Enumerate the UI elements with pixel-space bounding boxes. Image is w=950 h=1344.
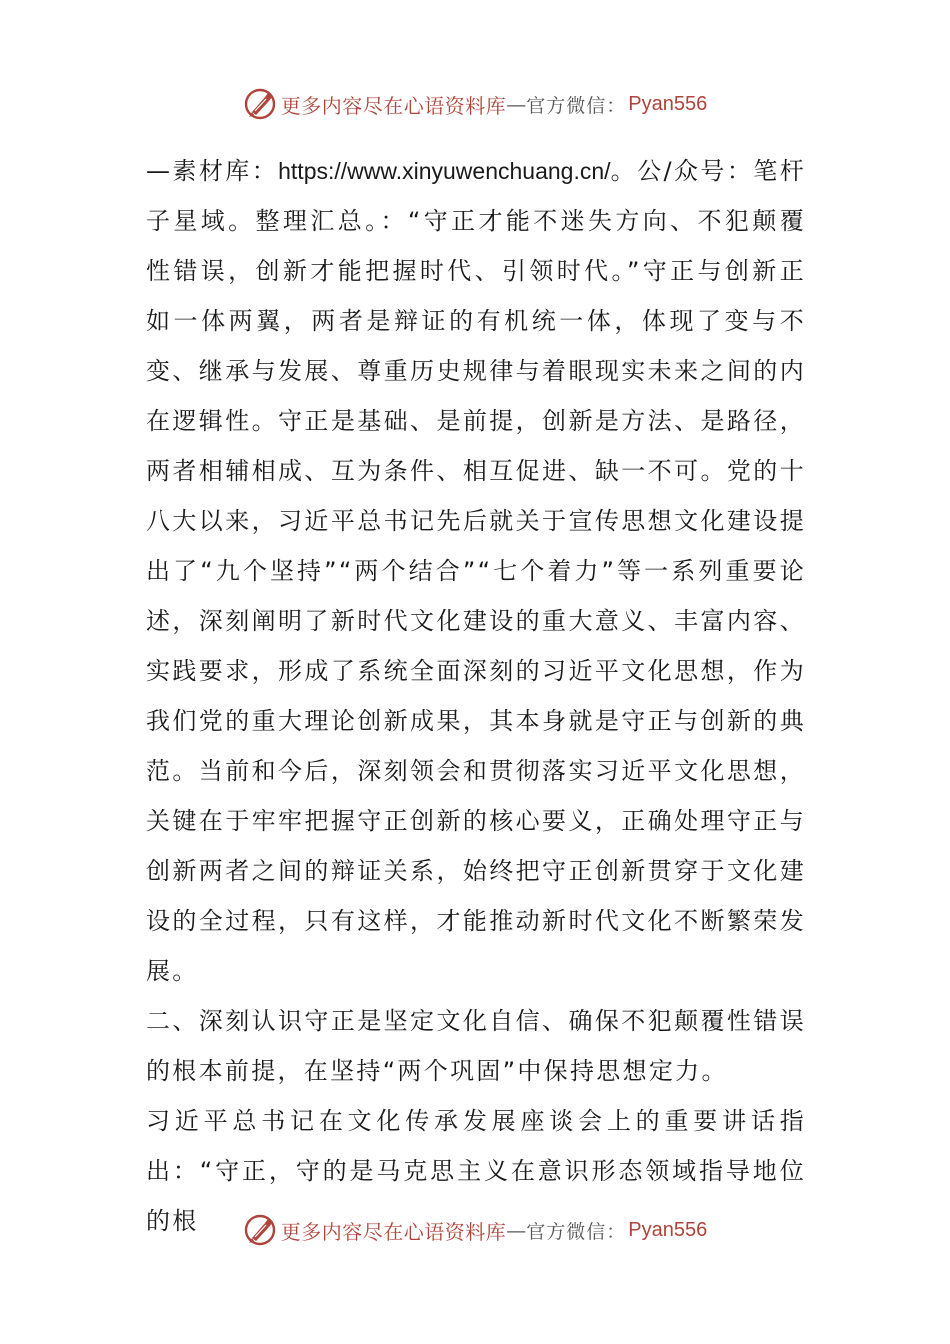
paragraph-3: 习近平总书记在文化传承发展座谈会上的重要讲话指出：“守正，守的是马克思主义在意识形态领域指导地位的根 <box>146 1107 806 1235</box>
pen-nib-logo-icon <box>243 1213 277 1247</box>
banner-separator: — <box>506 92 527 116</box>
brand-text: 更多内容尽在心语资料库 <box>280 93 507 118</box>
brand-text: 更多内容尽在心语资料库 <box>280 1219 507 1244</box>
footer-watermark-banner <box>0 1210 950 1250</box>
p1-prefix: —素材库： <box>146 157 279 185</box>
wechat-id: Pyan556 <box>628 1218 708 1241</box>
header-watermark-banner <box>0 84 950 124</box>
p1-text: 。公/众号：笔杆子星域。整理汇总。：“守正才能不迷失方向、不犯颠覆性错误，创新才能把握时代、引领时代。”守正与创新正如一体两翼，两者是辩证的有机统一体，体现了变与不变、继承与发展、尊重历史规律与着眼现实未来之间的内在逻辑性。守正是基础、是前提，创新是方法、是路径，两者相辅相成、互为条件、相互促进、缺一不可。党的十八大以来，习近平总书记先后就关于宣传思想文化建设提出了“九个坚持”“两个结合”“七个着力”等一系列重要论述，深刻阐明了新时代文化建设的重大意义、丰富内容、实践要求，形成了系统全面深刻的习近平文化思想，作为我们党的重大理论创新成果，其本身就是守正与创新的典范。当前和今后，深刻领会和贯彻落实习近平文化思想，关键在于牢牢把握守正创新的核心要义，正确处理守正与创新两者之间的辩证关系，始终把守正创新贯穿于文化建设的全过程，只有这样，才能推动新时代文化不断繁荣发展。 <box>146 157 806 985</box>
section-heading-2: 二、深刻认识守正是坚定文化自信、确保不犯颠覆性错误的根本前提，在坚持“两个巩固”中保持思想定力。 <box>146 1007 806 1085</box>
banner-separator: — <box>506 1218 527 1242</box>
website-url: https://www.xinyuwenchuang.cn/ <box>278 158 611 184</box>
paragraph-1 <box>146 146 806 996</box>
contact-label: 官方微信： <box>526 1220 627 1243</box>
wechat-id: Pyan556 <box>628 92 708 115</box>
pen-nib-logo-icon <box>243 87 277 121</box>
document-body <box>146 146 806 1246</box>
contact-label: 官方微信： <box>526 94 627 117</box>
